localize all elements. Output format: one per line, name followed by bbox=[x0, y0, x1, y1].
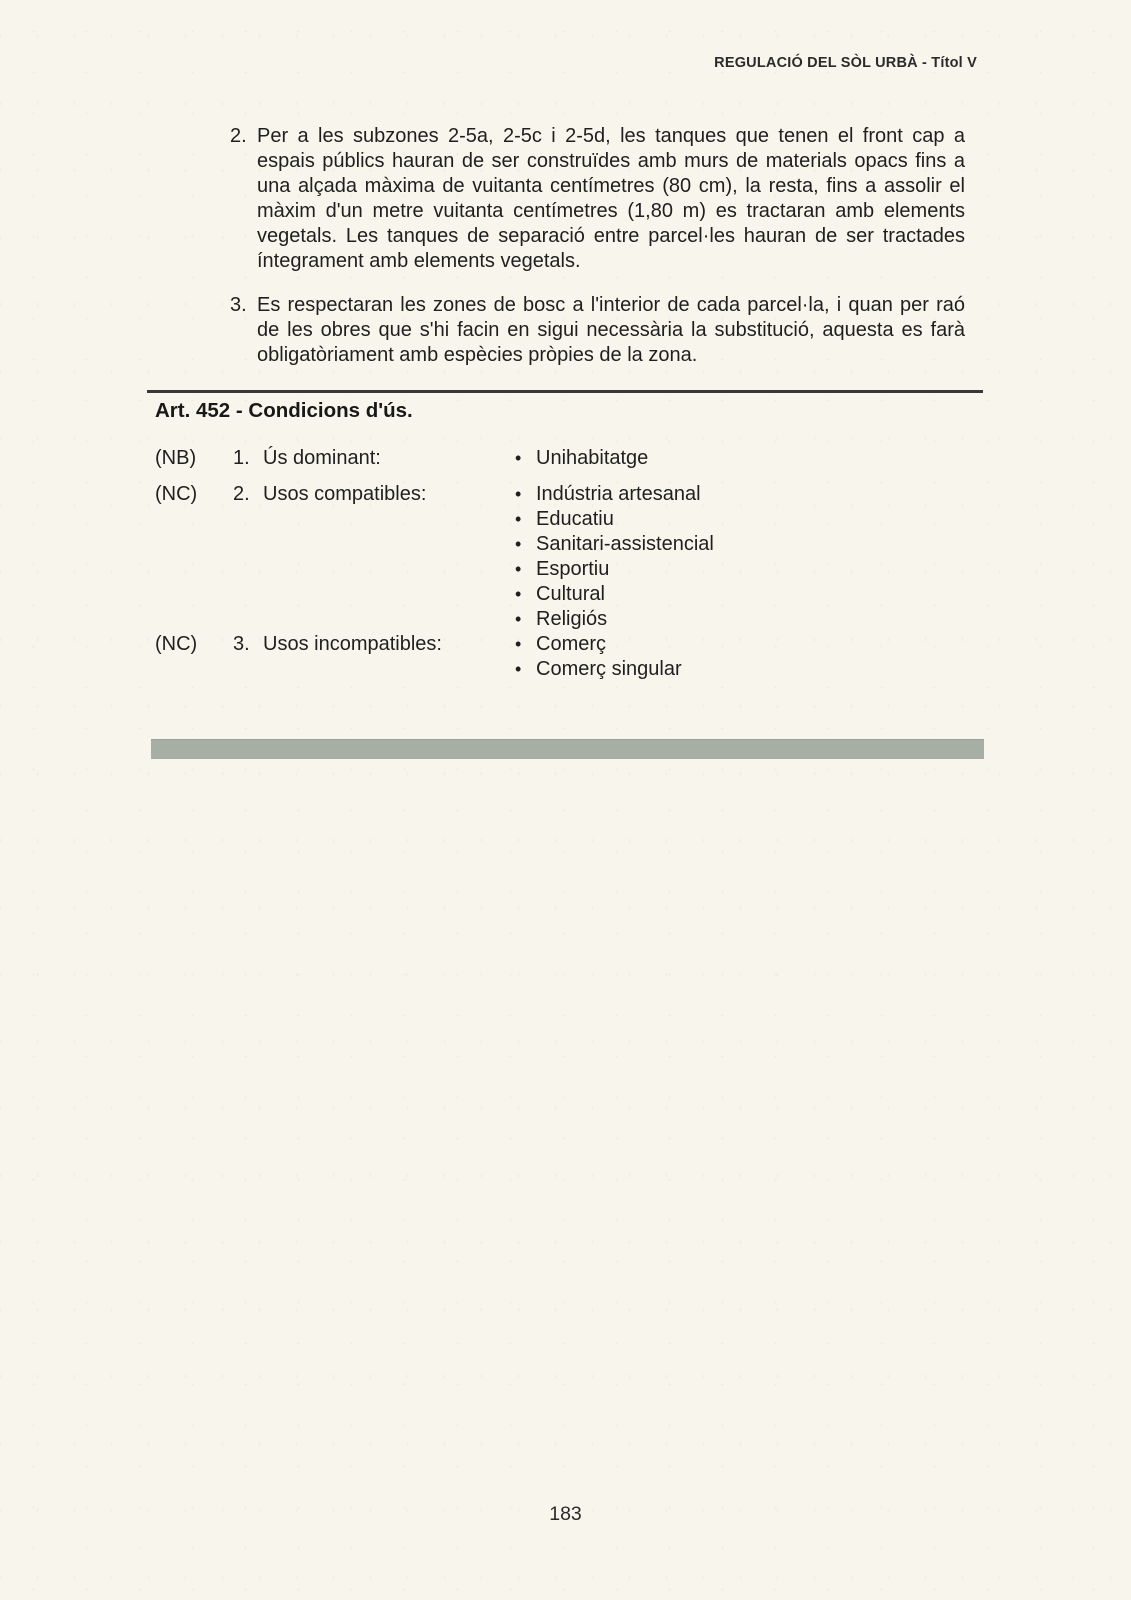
bullet-icon: • bbox=[515, 484, 522, 504]
bullet-icon: • bbox=[515, 634, 522, 654]
norm-code: (NC) bbox=[155, 633, 198, 655]
norm-code: (NB) bbox=[155, 447, 197, 469]
use-list-item bbox=[515, 607, 714, 632]
paragraph-text: Per a les subzones 2-5a, 2-5c i 2-5d, les tanques que tenen el front cap a espais públics hauran de ser construïdes amb murs de materials opacs fins a una alçada màxima de vuitanta centímetres (80 cm), la resta, fins a assolir el màxim d'un metre vuitanta centímetres (1,80 m) es tractaran amb elements vegetals. Les tanques de separació entre parcel·les hauran de ser tractades íntegrament amb elements vegetals. bbox=[257, 125, 965, 272]
separator-bar bbox=[151, 739, 984, 759]
use-list-item bbox=[515, 557, 714, 582]
row-number: 2. bbox=[233, 483, 250, 505]
condition-row-dominant bbox=[155, 446, 714, 471]
use-label: Sanitari-assistencial bbox=[536, 533, 714, 555]
paragraph-3 bbox=[230, 293, 965, 368]
use-list-item bbox=[515, 657, 714, 682]
article-heading: Art. 452 - Condicions d'ús. bbox=[155, 399, 413, 422]
page-number: 183 bbox=[549, 1503, 582, 1525]
use-list-item bbox=[515, 446, 714, 471]
row-label: Usos compatibles: bbox=[263, 483, 427, 505]
use-label: Comerç bbox=[536, 633, 607, 655]
conditions-table bbox=[155, 446, 714, 682]
use-label: Unihabitatge bbox=[536, 447, 649, 469]
norm-code: (NC) bbox=[155, 483, 198, 505]
use-list-item bbox=[515, 507, 714, 532]
use-list bbox=[515, 446, 714, 471]
running-header: REGULACIÓ DEL SÒL URBÀ - Títol V bbox=[714, 55, 977, 71]
use-list-item bbox=[515, 532, 714, 557]
section-divider-rule bbox=[147, 390, 983, 393]
use-list bbox=[515, 482, 714, 632]
bullet-icon: • bbox=[515, 534, 522, 554]
use-label: Indústria artesanal bbox=[536, 483, 701, 505]
bullet-icon: • bbox=[515, 659, 522, 679]
row-number: 3. bbox=[233, 633, 250, 655]
paragraph-number: 2. bbox=[230, 125, 247, 147]
use-label: Religiós bbox=[536, 608, 608, 630]
bullet-icon: • bbox=[515, 609, 522, 629]
bullet-icon: • bbox=[515, 509, 522, 529]
row-label: Ús dominant: bbox=[263, 447, 381, 469]
use-list-item bbox=[515, 632, 714, 657]
row-label: Usos incompatibles: bbox=[263, 633, 442, 655]
use-label: Comerç singular bbox=[536, 658, 682, 680]
paragraph-text: Es respectaran les zones de bosc a l'interior de cada parcel·la, i quan per raó de les obres que s'hi facin en sigui necessària la substitució, aquesta es farà obligatòriament amb espècies pròpies de la zona. bbox=[257, 294, 965, 366]
paragraph-number: 3. bbox=[230, 294, 247, 316]
use-list bbox=[515, 632, 714, 682]
use-label: Esportiu bbox=[536, 558, 610, 580]
row-number: 1. bbox=[233, 447, 250, 469]
bullet-icon: • bbox=[515, 584, 522, 604]
use-list-item bbox=[515, 582, 714, 607]
condition-row-compatible bbox=[155, 482, 714, 632]
condition-row-incompatible bbox=[155, 632, 714, 682]
bullet-icon: • bbox=[515, 448, 522, 468]
use-label: Cultural bbox=[536, 583, 605, 605]
bullet-icon: • bbox=[515, 559, 522, 579]
use-label: Educatiu bbox=[536, 508, 614, 530]
use-list-item bbox=[515, 482, 714, 507]
paragraph-2 bbox=[230, 124, 965, 274]
